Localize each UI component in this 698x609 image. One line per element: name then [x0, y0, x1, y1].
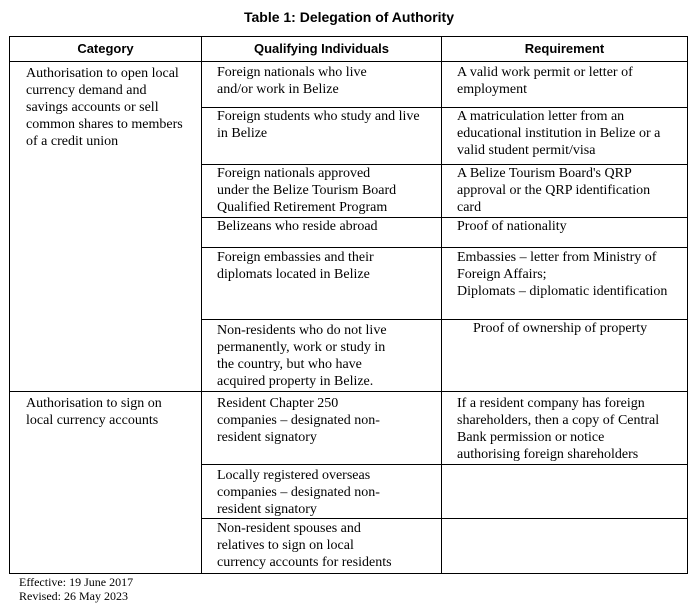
row-divider: [201, 464, 687, 465]
column-divider: [201, 37, 202, 573]
cell-line: authorising foreign shareholders: [457, 447, 639, 462]
requirement-cell: [457, 249, 667, 300]
cell-line: shareholders, then a copy of Central: [457, 413, 660, 428]
delegation-table: [9, 36, 688, 574]
cell-line: local currency accounts: [26, 413, 159, 428]
cell-line: valid student permit/visa: [457, 143, 596, 158]
header-qualifying-individuals: Qualifying Individuals: [253, 41, 390, 56]
qualifying-cell: [217, 165, 396, 216]
category-cell: [26, 395, 162, 429]
cell-line: A Belize Tourism Board's QRP: [457, 166, 632, 181]
cell-line: employment: [457, 82, 527, 97]
cell-line: in Belize: [217, 126, 268, 141]
cell-line: Foreign nationals who live: [217, 65, 367, 80]
qualifying-cell: [217, 64, 367, 98]
cell-line: permanently, work or study in: [217, 340, 386, 355]
cell-line: Diplomats – diplomatic identification: [457, 284, 668, 299]
cell-line: acquired property in Belize.: [217, 374, 374, 389]
qualifying-cell: [217, 395, 380, 446]
requirement-cell: [457, 218, 567, 235]
cell-line: Belizeans who reside abroad: [217, 219, 378, 234]
section-divider: [10, 391, 687, 392]
cell-line: Proof of nationality: [457, 219, 567, 234]
cell-line: Foreign students who study and live: [217, 109, 420, 124]
cell-line: Qualified Retirement Program: [217, 200, 388, 215]
header-requirement: Requirement: [524, 41, 605, 56]
table-title: Table 1: Delegation of Authority: [243, 9, 454, 25]
cell-line: Non-residents who do not live: [217, 323, 387, 338]
cell-line: Authorisation to sign on: [26, 396, 162, 411]
cell-line: Bank permission or notice: [457, 430, 605, 445]
qualifying-cell: [217, 322, 387, 390]
cell-line: common shares to members: [26, 117, 183, 132]
qualifying-cell: [217, 249, 374, 283]
cell-line: educational institution in Belize or a: [457, 126, 661, 141]
qualifying-cell: [217, 520, 392, 571]
category-cell: [26, 65, 183, 150]
cell-line: savings accounts or sell: [26, 100, 159, 115]
header-category: Category: [77, 41, 134, 56]
column-divider: [441, 37, 442, 573]
cell-line: A matriculation letter from an: [457, 109, 625, 124]
row-divider: [201, 518, 687, 519]
revised-date: Revised: 26 May 2023: [19, 589, 128, 603]
requirement-cell: [473, 320, 647, 337]
qualifying-cell: [217, 108, 420, 142]
qualifying-cell: [217, 218, 378, 235]
cell-line: companies – designated non-: [217, 485, 380, 500]
cell-line: Non-resident spouses and: [217, 521, 361, 536]
cell-line: the country, but who have: [217, 357, 362, 372]
cell-line: and/or work in Belize: [217, 82, 339, 97]
cell-line: currency accounts for residents: [217, 555, 392, 570]
row-divider: [201, 247, 687, 248]
requirement-cell: [457, 165, 650, 216]
cell-line: Resident Chapter 250: [217, 396, 339, 411]
effective-date: Effective: 19 June 2017: [19, 575, 134, 589]
cell-line: Foreign Affairs;: [457, 267, 547, 282]
cell-line: diplomats located in Belize: [217, 267, 370, 282]
cell-line: Locally registered overseas: [217, 468, 371, 483]
cell-line: currency demand and: [26, 83, 147, 98]
cell-line: under the Belize Tourism Board: [217, 183, 397, 198]
cell-line: Foreign nationals approved: [217, 166, 371, 181]
cell-line: approval or the QRP identification: [457, 183, 651, 198]
cell-line: Foreign embassies and their: [217, 250, 374, 265]
cell-line: relatives to sign on local: [217, 538, 354, 553]
cell-line: A valid work permit or letter of: [457, 65, 633, 80]
cell-line: companies – designated non-: [217, 413, 380, 428]
cell-line: card: [457, 200, 482, 215]
requirement-cell: [457, 64, 633, 98]
cell-line: Embassies – letter from Ministry of: [457, 250, 657, 265]
cell-line: of a credit union: [26, 134, 119, 149]
cell-line: resident signatory: [217, 502, 317, 517]
requirement-cell: [457, 395, 659, 463]
header-divider: [10, 61, 687, 62]
requirement-cell: [457, 108, 660, 159]
cell-line: resident signatory: [217, 430, 317, 445]
cell-line: Proof of ownership of property: [473, 321, 648, 336]
cell-line: If a resident company has foreign: [457, 396, 645, 411]
qualifying-cell: [217, 467, 380, 518]
cell-line: Authorisation to open local: [26, 66, 179, 81]
